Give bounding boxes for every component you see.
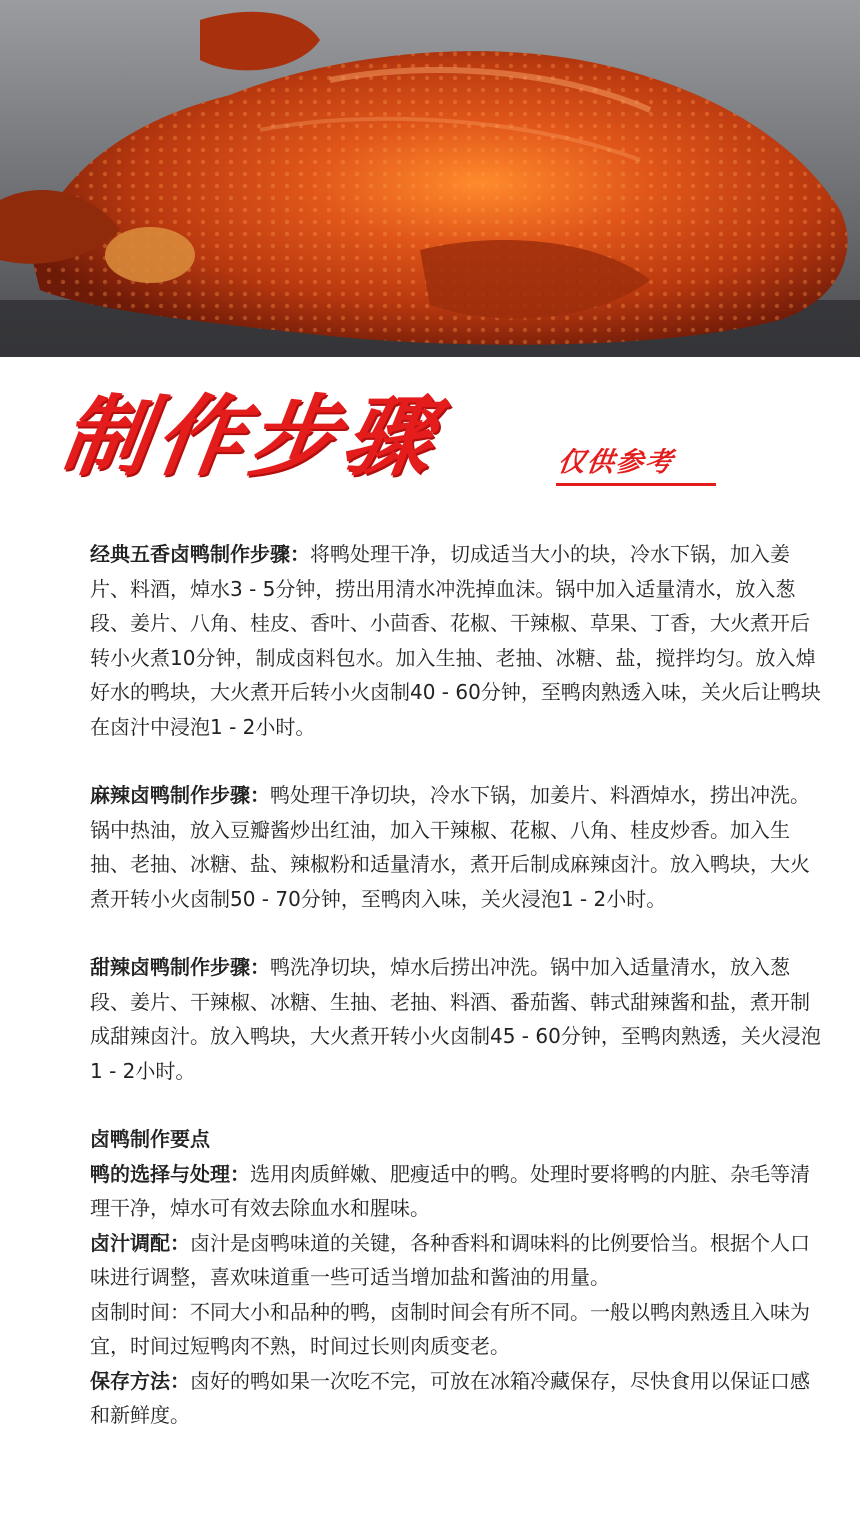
- recipe-paragraph-sweet-spicy: [90, 950, 822, 1088]
- recipe-text: 鸭洗净切块，焯水后捞出冲洗。锅中加入适量清水，放入葱段、姜片、干辣椒、冰糖、生抽、老抽、料酒、番茄酱、韩式甜辣酱和盐，煮开制成甜辣卤汁。放入鸭块，大火煮开转小火卤制45 - 60分钟，至鸭肉熟透，关火浸泡1 - 2小时。: [90, 955, 821, 1083]
- recipe-heading: 经典五香卤鸭制作步骤：: [90, 542, 310, 566]
- tip-text: 卤汁是卤鸭味道的关键，各种香料和调味料的比例要恰当。根据个人口味进行调整，喜欢味道重一些可适当增加盐和酱油的用量。: [90, 1230, 810, 1289]
- tip-item: [90, 1364, 822, 1433]
- page-subtitle: 仅供参考: [555, 447, 677, 478]
- tip-heading: 卤汁调配：: [90, 1230, 190, 1255]
- subtitle-underline: [556, 483, 716, 486]
- recipe-text: 鸭处理干净切块，冷水下锅，加姜片、料酒焯水，捞出冲洗。锅中热油，放入豆瓣酱炒出红油，加入干辣椒、花椒、八角、桂皮炒香。加入生抽、老抽、冰糖、盐、辣椒粉和适量清水，煮开后制成麻辣卤汁。放入鸭块，大火煮开转小火卤制50 - 70分钟，至鸭肉入味，关火浸泡1 - 2小时。: [90, 783, 810, 911]
- recipe-heading: 甜辣卤鸭制作步骤：: [90, 955, 270, 979]
- recipe-heading: 麻辣卤鸭制作步骤：: [90, 783, 270, 807]
- tip-heading: 保存方法：: [90, 1368, 190, 1393]
- tips-title: 卤鸭制作要点: [90, 1127, 210, 1151]
- tip-text: 选用肉质鲜嫩、肥瘦适中的鸭。处理时要将鸭的内脏、杂毛等清理干净，焯水可有效去除血水和腥味。: [90, 1161, 810, 1220]
- tip-item: [90, 1226, 822, 1295]
- roast-duck-illustration: [0, 0, 860, 357]
- page-title: 制作步骤: [54, 385, 446, 488]
- hero-duck-photo: [0, 0, 860, 357]
- tip-item: [90, 1157, 822, 1226]
- recipe-text: 将鸭处理干净，切成适当大小的块，冷水下锅，加入姜片、料酒，焯水3 - 5分钟，捞出用清水冲洗掉血沫。锅中加入适量清水，放入葱段、姜片、八角、桂皮、香叶、小茴香、花椒、干辣椒、草果、丁香，大火煮开后转小火煮10分钟，制成卤料包水。加入生抽、老抽、冰糖、盐，搅拌均匀。放入焯好水的鸭块，大火煮开后转小火卤制40 - 60分钟，至鸭肉熟透入味，关火后让鸭块在卤汁中浸泡1 - 2小时。: [90, 542, 821, 739]
- recipe-content: [0, 507, 860, 1433]
- tip-text: 卤制时间：不同大小和品种的鸭，卤制时间会有所不同。一般以鸭肉熟透且入味为宜，时间过短鸭肉不熟，时间过长则肉质变老。: [90, 1299, 810, 1358]
- recipe-paragraph-classic: [90, 537, 822, 744]
- tip-heading: 鸭的选择与处理：: [90, 1161, 250, 1186]
- tip-text: 卤好的鸭如果一次吃不完，可放在冰箱冷藏保存，尽快食用以保证口感和新鲜度。: [90, 1368, 810, 1427]
- title-banner: [0, 357, 860, 507]
- tip-item: [90, 1295, 822, 1364]
- recipe-paragraph-spicy: [90, 778, 822, 916]
